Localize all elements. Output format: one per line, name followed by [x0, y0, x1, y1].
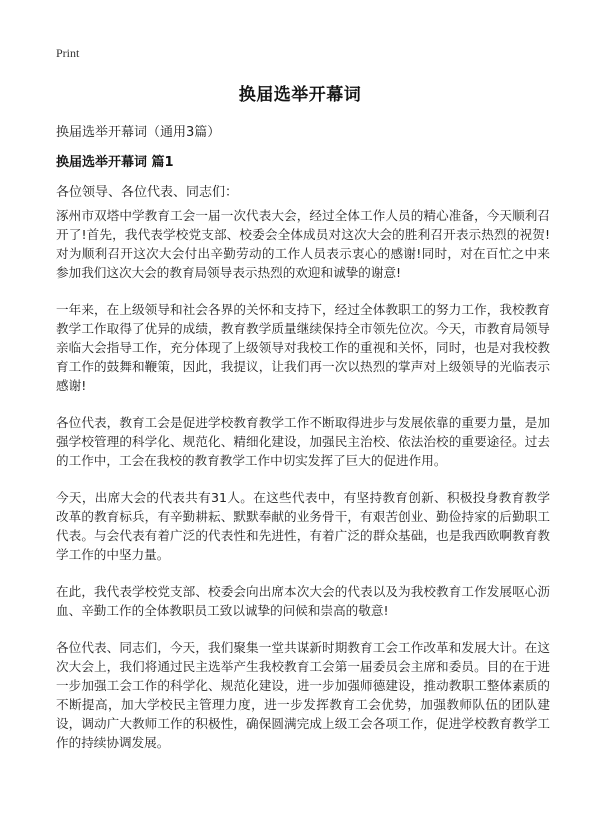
document-subtitle: 换届选举开幕词（通用3篇）: [56, 125, 221, 140]
page-title: 换届选举开幕词: [238, 85, 362, 105]
paragraph-4: 今天，出席大会的代表共有31人。在这些代表中，有坚持教育创新、积极投身教育教学改革的教育标兵，有辛勤耕耘、默默奉献的业务骨干，有艰苦创业、勤俭持家的后勤职工代表。与会代表有着广泛的代表性和先进性，有着广泛的群众基础，也是我西欧啊教育教学工作的中坚力量。: [56, 490, 550, 562]
greeting-line: 各位领导、各位代表、同志们：: [56, 185, 239, 200]
paragraph-2: 一年来，在上级领导和社会各界的关怀和支持下，经过全体教职工的努力工作，我校教育教学工作取得了优异的成绩，教育教学质量继续保持全市领先位次。今天，市教育局领导亲临大会指导工作，充分体现了上级领导对我校工作的重视和关怀，同时，也是对我校教育工作的鼓舞和鞭策，因此，我提议，让我们再一次以热烈的掌声对上级领导的光临表示感谢!: [56, 302, 550, 393]
paragraph-6: 各位代表、同志们，今天，我们聚集一堂共谋新时期教育工会工作改革和发展大计。在这次大会上，我们将通过民主选举产生我校教育工会第一届委员会主席和委员。目的在于进一步加强工会工作的科学化、规范化建设，进一步加强师德建设，推动教职工整体素质的不断提高，加大学校民主管理力度，进一步发挥教育工会优势，加强教师队伍的团队建设，调动广大教师工作的积极性，确保圆满完成上级工会各项工作，促进学校教育教学工作的持续协调发展。: [56, 640, 550, 750]
body-paragraphs: [56, 206, 550, 770]
paragraph-1: 涿州市双塔中学教育工会一届一次代表大会，经过全体工作人员的精心准备，今天顺利召开了!首先，我代表学校党支部、校委会全体成员对这次大会的胜利召开表示热烈的祝贺!对为顺利召开这次大会付出辛勤劳动的工作人员表示衷心的感谢!同时，对在百忙之中来参加我们这次大会的教育局领导表示热烈的欢迎和诚挚的谢意!: [56, 208, 550, 280]
paragraph-3: 各位代表，教育工会是促进学校教育教学工作不断取得进步与发展依靠的重要力量，是加强学校管理的科学化、规范化、精细化建设，加强民主治校、依法治校的重要途径。过去的工作中，工会在我校的教育教学工作中切实发挥了巨大的促进作用。: [56, 415, 550, 468]
paragraph-5: 在此，我代表学校党支部、校委会向出席本次大会的代表以及为我校教育工作发展呕心沥血、辛勤工作的全体教职员工致以诚挚的问候和崇高的敬意!: [56, 584, 550, 618]
section-heading: 换届选举开幕词 篇1: [56, 155, 174, 170]
print-label: Print: [56, 46, 80, 60]
